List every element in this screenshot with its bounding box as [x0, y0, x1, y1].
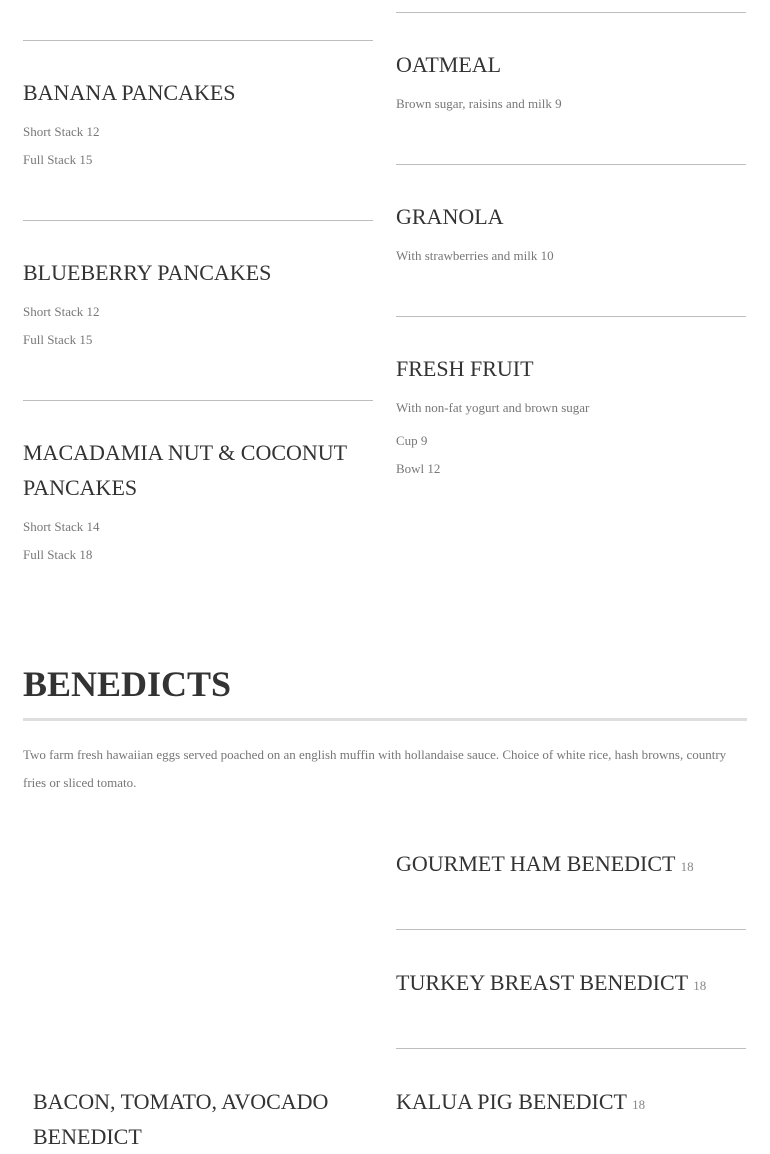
- item-name: GOURMET HAM BENEDICT: [396, 851, 676, 876]
- menu-item-turkey-breast-benedict: [396, 965, 746, 1003]
- item-line: Bowl 12: [396, 461, 441, 476]
- divider: [23, 40, 373, 41]
- menu-item-fresh-fruit: [396, 351, 746, 483]
- menu-item-macadamia-pancakes: [23, 435, 373, 569]
- item-title: [396, 1084, 746, 1122]
- item-title: [33, 1084, 363, 1154]
- menu-item-blueberry-pancakes: [23, 255, 373, 354]
- item-line: Short Stack 12: [23, 124, 100, 139]
- item-price: 18: [632, 1097, 646, 1112]
- divider: [23, 220, 373, 221]
- item-title: BANANA PANCAKES: [23, 80, 236, 105]
- section-description: Two farm fresh hawaiian eggs served poached on an english muffin with hollandaise sauce. Choice of white rice, hash browns, country fries or sliced tomato.: [23, 747, 727, 790]
- item-name: KALUA PIG BENEDICT: [396, 1089, 627, 1114]
- item-description: With strawberries and milk 10: [396, 248, 554, 263]
- item-line: Full Stack 15: [23, 152, 93, 167]
- item-line: Full Stack 15: [23, 332, 93, 347]
- divider: [396, 316, 746, 317]
- divider: [396, 12, 746, 13]
- item-description: Brown sugar, raisins and milk 9: [396, 96, 562, 111]
- item-line: Full Stack 18: [23, 547, 93, 562]
- item-price: 18: [680, 859, 694, 874]
- item-name: TURKEY BREAST BENEDICT: [396, 970, 688, 995]
- divider: [396, 164, 746, 165]
- item-title: GRANOLA: [396, 204, 504, 229]
- item-title: BLUEBERRY PANCAKES: [23, 260, 272, 285]
- divider: [396, 929, 746, 930]
- item-title: FRESH FRUIT: [396, 356, 534, 381]
- menu-item-gourmet-ham-benedict: [396, 846, 746, 884]
- divider: [23, 400, 373, 401]
- section-title: BENEDICTS: [23, 664, 232, 704]
- item-line: Short Stack 12: [23, 304, 100, 319]
- item-line: Short Stack 14: [23, 519, 100, 534]
- divider: [396, 1048, 746, 1049]
- item-name: BACON, TOMATO, AVOCADO BENEDICT: [33, 1089, 329, 1149]
- menu-item-kalua-pig-benedict: [396, 1084, 746, 1122]
- item-description: With non-fat yogurt and brown sugar: [396, 400, 590, 415]
- item-price: 18: [693, 978, 707, 993]
- item-title: [396, 965, 746, 1003]
- menu-item-granola: [396, 199, 746, 270]
- item-title: MACADAMIA NUT & COCONUT PANCAKES: [23, 440, 347, 500]
- section-divider: [23, 718, 747, 721]
- item-title: [396, 846, 746, 884]
- item-title: OATMEAL: [396, 52, 502, 77]
- menu-item-bacon-tomato-avocado-benedict: [33, 1084, 363, 1154]
- menu-item-oatmeal: [396, 47, 746, 118]
- menu-item-banana-pancakes: [23, 75, 373, 174]
- item-line: Cup 9: [396, 433, 428, 448]
